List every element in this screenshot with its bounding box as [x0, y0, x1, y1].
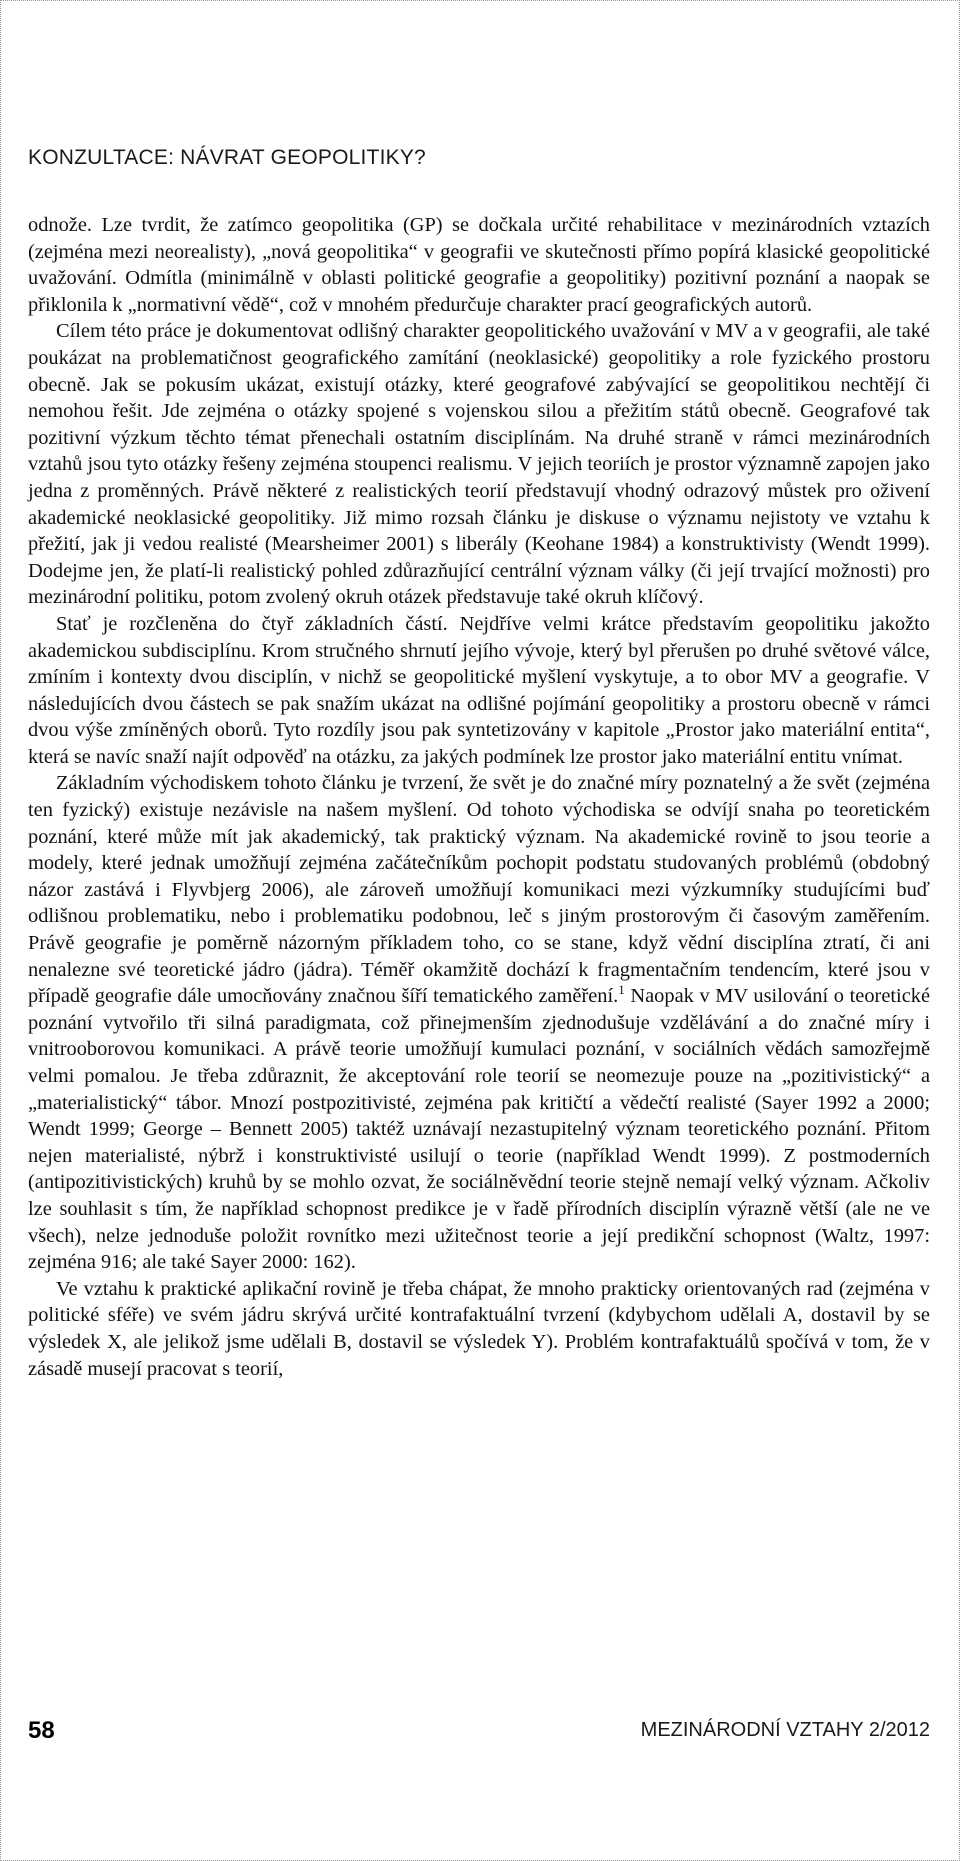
article-body [28, 212, 930, 1382]
page-number: 58 [28, 1717, 55, 1744]
journal-issue: MEZINÁRODNÍ VZTAHY 2/2012 [640, 1719, 930, 1741]
paragraph [28, 770, 930, 1275]
paragraph: Cílem této práce je dokumentovat odlišný charakter geopolitického uvažování v MV a v geografii, ale také poukázat na problematičnost geografického zamítání (neoklasické) geopolitiky a role fyzického prostoru obecně. Jak se pokusím ukázat, existují otázky, které geografové zabývající se geopolitikou nechtějí či nemohou řešit. Jde zejména o otázky spojené s vojenskou silou a přežitím států obecně. Geografové tak pozitivní výzkum těchto témat přenechali ostatním disciplínám. Na druhé straně v rámci mezinárodních vztahů jsou tyto otázky řešeny zejména stoupenci realismu. V jejich teoriích je prostor významně zapojen jako jedna z proměnných. Právě některé z realistických teorií představují vhodný odrazový můstek pro oživení akademické neoklasické geopolitiky. Již mimo rozsah článku je diskuse o významu nejistoty ve vztahu k přežití, jak ji vedou realisté (Mearsheimer 2001) s liberály (Keohane 1984) a konstruktivisty (Wendt 1999). Dodejme jen, že platí-li realistický pohled zdůrazňující centrální význam války (či její trvající možnosti) pro mezinárodní politiku, potom zvolený okruh otázek představuje také okruh klíčový. [28, 320, 930, 609]
paragraph-text: Základním východiskem tohoto článku je tvrzení, že svět je do značné míry poznatelný a že svět (zejména ten fyzický) existuje nezávisle na našem myšlení. Od tohoto východiska se odvíjí snaha po teoretickém poznání, které může mít jak akademický, tak praktický význam. Na akademické rovině to jsou teorie a modely, které jednak umožňují zejména začátečníkům pochopit podstatu studovaných problémů (obdobný názor zastává i Flyvbjerg 2006), ale zároveň umožňují komunikaci mezi výzkumníky studujícími buď odlišnou problematiku, nebo i problematiku podobnou, leč s jiným prostorovým či časovým zaměřením. Právě geografie je poměrně názorným příkladem toho, co se stane, když vědní disciplína ztratí, či ani nenalezne své teoretické jádro (jádra). Téměř okamžitě dochází k fragmentačním tendencím, které jsou v případě geografie dále umocňovány značnou šíří tematického zaměření. [28, 772, 930, 1008]
paragraph: Stať je rozčleněna do čtyř základních částí. Nejdříve velmi krátce představím geopolitiku jakožto akademickou subdisciplínu. Krom stručného shrnutí jejího vývoje, který byl přerušen po druhé světové válce, zmíním i kontexty dvou disciplín, v nichž se geopolitické myšlení vyskytuje, a to obor MV a geografie. V následujících dvou částech se pak snažím ukázat na odlišné pojímání geopolitiky a prostoru obecně v rámci dvou výše zmíněných oborů. Tyto rozdíly jsou pak syntetizovány v kapitole „Prostor jako materiální entita“, která se navíc snaží najít odpověď na otázku, za jakých podmínek lze prostor jako materiální entitu vnímat. [28, 612, 930, 768]
footnote-reference[interactable]: 1 [618, 982, 625, 998]
running-head: KONZULTACE: NÁVRAT GEOPOLITIKY? [28, 146, 426, 169]
paragraph: odnože. Lze tvrdit, že zatímco geopolitika (GP) se dočkala určité rehabilitace v mezinárodních vztazích (zejména mezi neorealisty), „nová geopolitika“ v geografii ve skutečnosti přímo popírá klasické geopolitické uvažování. Odmítla (minimálně v oblasti politické geografie a geopolitiky) pozitivní poznání a naopak se přiklonila k „normativní vědě“, což v mnohém předurčuje charakter prací geografických autorů. [28, 214, 930, 316]
paragraph-text-continued: Naopak v MV usilování o teoretické poznání vytvořilo tři silná paradigmata, což přinejmenším zjednodušuje vzdělávání a do značné míry i vnitrooborovou komunikaci. A právě teorie umožňují kumulaci poznání, v sociálních vědách samozřejmě velmi pomalou. Je třeba zdůraznit, že akceptování role teorií se neomezuje pouze na „pozitivistický“ a „materialistický“ tábor. Mnozí postpozitivisté, zejména pak kritičtí a vědečtí realisté (Sayer 1992 a 2000; Wendt 1999; George – Bennett 2005) taktéž uznávají nezastupitelný význam teoretického poznání. Přitom nejen materialisté, nýbrž i konstruktivisté usilují o teorie (například Wendt 1999). Z postmoderních (antipozitivistických) kruhů by se mohlo ozvat, že sociálněvědní teorie stejně nemají velký význam. Ačkoliv lze souhlasit s tím, že například schopnost predikce je v řadě přírodních disciplín výrazně větší (ale ne ve všech), nelze jednoduše položit rovnítko mezi užitečnost teorie a její predikční schopnost (Waltz, 1997: zejména 916; ale také Sayer 2000: 162). [28, 985, 930, 1274]
paragraph: Ve vztahu k praktické aplikační rovině je třeba chápat, že mnoho prakticky orientovaných rad (zejména v politické sféře) ve svém jádru skrývá určité kontrafaktuální tvrzení (kdybychom udělali A, dostavil by se výsledek X, ale jelikož jsme udělali B, dostavil se výsledek Y). Problém kontrafaktuálů spočívá v tom, že v zásadě musejí pracovat s teorií, [28, 1277, 930, 1380]
